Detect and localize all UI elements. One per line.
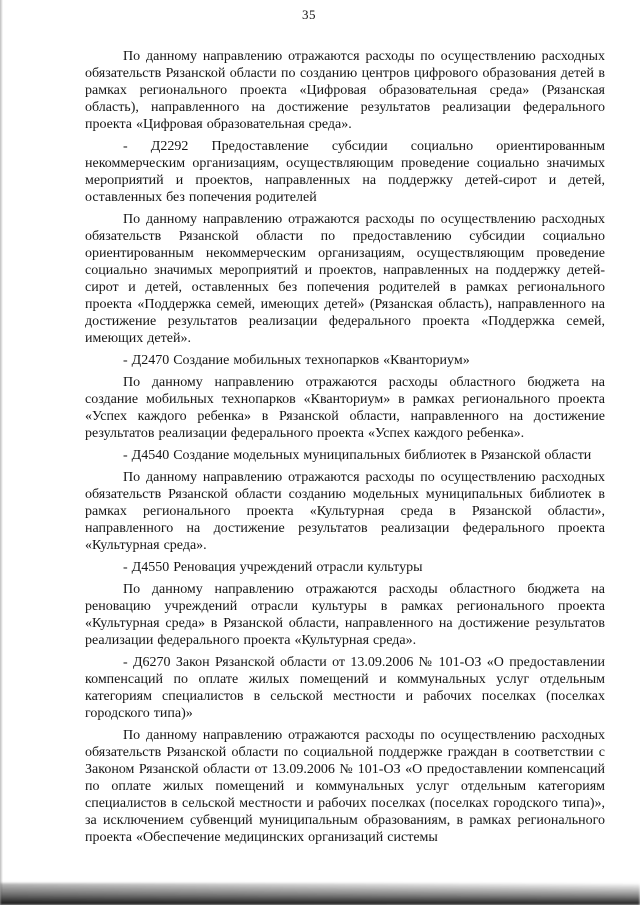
paragraph-body-1: По данному направлению отражаются расходы по осуществлению расходных обязательств Рязанской области по созданию центров цифрового образования детей в рамках регионального проекта «Цифровая образовательная среда» (Рязанская область), направленного на достижение результатов реализации федерального проекта «Цифровая образовательная среда». (85, 49, 605, 132)
paragraph-code-d4540: - Д4540 Создание модельных муниципальных библиотек в Рязанской области (123, 448, 592, 463)
paragraph-body-5: По данному направлению отражаются расходы областного бюджета на реновацию учреждений отрасли культуры в рамках регионального проекта «Культурная среда» в Рязанской области, направленного на достижение результатов реализации федерального проекта «Культурная среда». (85, 582, 605, 648)
scan-left-edge-shadow (0, 0, 3, 905)
paragraph-code-d2470: - Д2470 Создание мобильных технопарков «Кванториум» (123, 353, 470, 368)
scan-bottom-shadow (0, 883, 640, 905)
page-number: 35 (302, 7, 316, 22)
paragraph-code-d4550: - Д4550 Реновация учреждений отрасли культуры (123, 560, 423, 575)
paragraph-code-d2292: - Д2292 Предоставление субсидии социально ориентированным некоммерческим организациям, осуществляющим проведение социально значимых мероприятий и проектов, направленных на поддержку детей-сирот и детей, оставленных без попечения родителей (85, 139, 605, 205)
paragraph-body-2: По данному направлению отражаются расходы по осуществлению расходных обязательств Рязанской области по предоставлению субсидии социально ориентированным некоммерческим организациям, осуществляющим проведение социально значимых мероприятий и проектов, направленных на поддержку детей-сирот и детей, оставленных без попечения родителей в рамках регионального проекта «Поддержка семей, имеющих детей» (Рязанская область), направленного на достижение результатов реализации федерального проекта «Поддержка семей, имеющих детей». (85, 212, 605, 346)
paragraph-body-4: По данному направлению отражаются расходы по осуществлению расходных обязательств Рязанской области созданию модельных муниципальных библиотек в рамках регионального проекта «Культурная среда в Рязанской области», направленного на достижение результатов реализации федерального проекта «Культурная среда». (85, 470, 605, 553)
paragraph-body-6: По данному направлению отражаются расходы по осуществлению расходных обязательств Рязанской области по социальной поддержке граждан в соответствии с Законом Рязанской области от 13.09.2006 № 101-ОЗ «О предоставлении компенсаций по оплате жилых помещений и коммунальных услуг отдельным категориям специалистов в сельской местности и рабочих поселках (поселках городского типа)», за исключением субвенций муниципальным образованиям, в рамках регионального проекта «Обеспечение медицинских организаций системы (85, 728, 605, 845)
document-body (85, 48, 605, 851)
paragraph-body-3: По данному направлению отражаются расходы областного бюджета на создание мобильных технопарков «Кванториум» в рамках регионального проекта «Успех каждого ребенка» в Рязанской области, направленного на достижение результатов реализации федерального проекта «Успех каждого ребенка». (85, 375, 605, 441)
paragraph-code-d6270: - Д6270 Закон Рязанской области от 13.09.2006 № 101-ОЗ «О предоставлении компенсаций по оплате жилых помещений и коммунальных услуг отдельным категориям специалистов в сельской местности и рабочих поселках (поселках городского типа)» (85, 655, 605, 721)
